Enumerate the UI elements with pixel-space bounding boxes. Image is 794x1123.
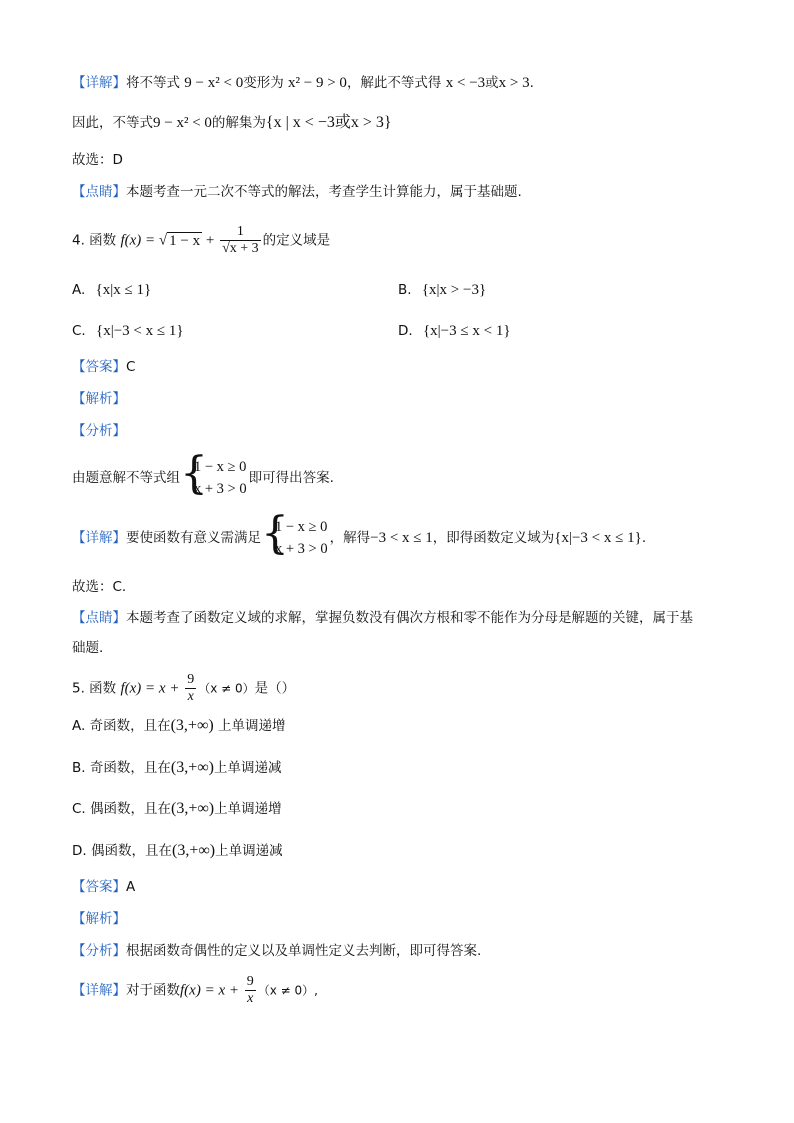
comment-tag: 【点睛】 — [72, 184, 126, 200]
fraction: $\frac{9}{x}$ — [246, 974, 254, 1006]
q5-option-d: D. 偶函数，且在(3,+∞)上单调递减 — [72, 842, 283, 859]
fraction: $\frac{1}{√x + 3}$ — [222, 224, 259, 256]
detail-tag: 【详解】 — [72, 75, 126, 91]
q5-option-b: B. 奇函数，且在(3,+∞)上单调递减 — [72, 759, 282, 776]
inequality-system: { 1 − x ≥ 0 x + 3 > 0 — [261, 508, 328, 559]
q3-detail-line: 【详解】将不等式 9 − x² < 0变形为 x² − 9 > 0，解此不等式得 x < −3或x > 3. — [72, 75, 534, 91]
q4-detail-line: 【详解】要使函数有意义需满足 { 1 − x ≥ 0 x + 3 > 0 ，解得−3 < x ≤ 1，即得函数定义域为{x|−3 < x ≤ 1}. — [72, 508, 647, 559]
q4-breakdown-heading — [72, 421, 126, 441]
q3-comment-line: 【点睛】本题考查一元二次不等式的解法，考查学生计算能力，属于基础题. — [72, 184, 522, 200]
q4-option-b: B. {x|x > −3} — [398, 282, 487, 298]
breakdown-tag: 【分析】 — [72, 423, 126, 439]
q5-analysis-line: 【解析】 — [72, 911, 126, 927]
q3-therefore-line: 因此，不等式9 − x² < 0的解集为{x | x < −3或x > 3} — [72, 114, 392, 131]
sqrt-expression: √ 1 − x — [158, 232, 201, 249]
answer-tag: 【答案】 — [72, 359, 126, 375]
q4-option-d: D. {x|−3 ≤ x < 1} — [398, 323, 511, 339]
q4-breakdown-line: 由题意解不等式组 { 1 − x ≥ 0 x + 3 > 0 即可得出答案. — [72, 448, 334, 499]
analysis-tag: 【解析】 — [72, 391, 126, 407]
q5-breakdown-line: 【分析】根据函数奇偶性的定义以及单调性定义去判断，即可得答案. — [72, 943, 482, 959]
q4-option-c: C. {x|−3 < x ≤ 1} — [72, 323, 184, 339]
q4-comment-line-2: 础题. — [72, 640, 104, 656]
q4-comment-line-1: 【点睛】本题考查了函数定义域的求解，掌握负数没有偶次方根和零不能作为分母是解题的关键，属于基 — [72, 610, 693, 626]
solution-set: {x | x < −3或x > 3} — [265, 114, 392, 131]
q4-analysis-line — [72, 389, 126, 409]
fraction: $\frac{9}{x}$ — [187, 672, 195, 704]
q5-detail-line: 【详解】对于函数f(x) = x + $\frac{9}{x}$ （x ≠ 0）, — [72, 974, 318, 1006]
q5-option-c: C. 偶函数，且在(3,+∞)上单调递增 — [72, 800, 282, 817]
q4-option-a: A. {x|x ≤ 1} — [72, 282, 152, 298]
q5-option-a: A. 奇函数，且在(3,+∞) 上单调递增 — [72, 717, 286, 734]
inequality-system: { 1 − x ≥ 0 x + 3 > 0 — [180, 448, 247, 499]
q4-choice-line: 故选：C. — [72, 579, 127, 595]
q4-answer-line: 【答案】C — [72, 359, 136, 375]
q5-answer-line: 【答案】A — [72, 879, 136, 895]
q4-stem: 4. 函数 f(x) = √ 1 − x + $\frac{1}{√x + 3}$ 的定义域是 — [72, 224, 331, 256]
q5-stem: 5. 函数 f(x) = x + $\frac{9}{x}$ （x ≠ 0）是（） — [72, 672, 296, 704]
q3-choice-line: 故选：D — [72, 152, 123, 168]
